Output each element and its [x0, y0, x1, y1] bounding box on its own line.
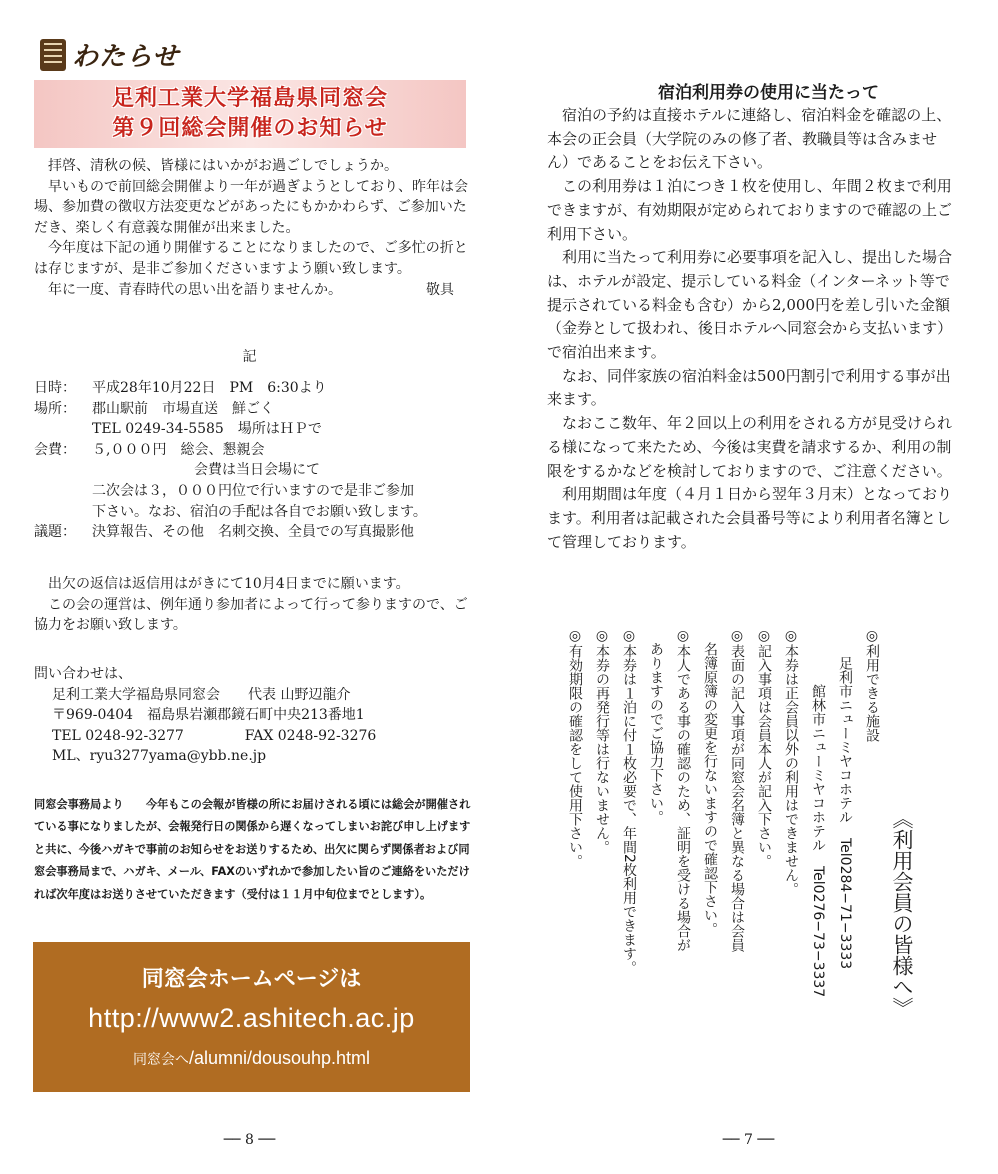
closing-word: 敬具	[426, 281, 454, 298]
greeting-paragraph: 今年度は下記の通り開催することになりましたので、ご多忙の折とは存じますが、是非ご参加くださいますよう願い致します。	[34, 240, 468, 277]
homepage-path	[33, 1048, 470, 1069]
notice-item: ◎本券の再発行等は行ないません。	[594, 628, 610, 854]
notice-item: ◎本人である事の確認のため、証明を受ける場合が	[675, 628, 691, 952]
page-number-right: ── 7 ──	[722, 1132, 775, 1148]
notice-item-cont: ありますのでご協力下さい。	[648, 642, 664, 824]
homepage-box	[33, 942, 470, 1092]
notice-item: ◎表面の記入事項が同窓会名簿と異なる場合は会員	[729, 628, 745, 952]
banner-line-2: 第９回総会開催のお知らせ	[112, 116, 388, 141]
date-value: 平成28年10月22日 PM 6:30より	[92, 380, 327, 396]
contact-tel: TEL 0248-92-3277	[52, 727, 184, 744]
agenda-label: 議題：	[34, 524, 76, 541]
secretariat-notice: 同窓会事務局より 今年もこの会報が皆様の所にお届けされる頃には総会が開催されている事になりましたが、会報発行日の関係から遅くなってしまいお詫び申し上げますと共に、今後ハガキで事前のお知らせをお送りするため、出欠に関らず関係者および同窓会事務局まで、ハガキ、メール、FAXのいずれかで参加したい旨のご連絡をいただければ次年度はお送りさせていただきます（受付は１１月中旬位までとします）。	[34, 798, 471, 901]
place-value: 郡山駅前 市場直送 鮮ごく	[92, 400, 274, 417]
voucher-body	[547, 104, 957, 554]
reply-paragraph: この会の運営は、例年通り参加者によって行って参りますので、ご協力をお願い致します。	[34, 596, 468, 634]
voucher-paragraph: 利用期間は年度（４月１日から翌年３月末）となっております。利用者は記載された会員番号等により利用者名簿として管理しております。	[547, 485, 953, 551]
agenda-value: 決算報告、その他 名刺交換、全員での写真撮影他	[92, 524, 414, 541]
homepage-path-value[interactable]: /alumni/dousouhp.html	[188, 1048, 371, 1068]
closing-text: 年に一度、青春時代の思い出を語りませんか。	[48, 281, 342, 298]
closing-line	[34, 280, 474, 301]
facility-item: 足利市ニューミヤコホテル Tel0284−71−3333	[837, 656, 853, 970]
contact-address: 〒969-0404 福島県岩瀬郡鏡石町中央213番地1	[52, 707, 365, 724]
newsletter-logo	[40, 36, 179, 73]
right-page	[499, 0, 998, 1174]
greeting-paragraph: 拝啓、清秋の候、皆様にはいかがお過ごしでしょうか。	[48, 158, 398, 174]
event-details	[34, 378, 484, 543]
voucher-title: 宿泊利用券の使用に当たって	[658, 83, 879, 103]
greeting-paragraph: 早いもので前回総会開催より一年が過ぎようとしており、昨年は会場、参加費の徴収方法変更などがあったにもかかわらず、ご参加いただき、楽しく有意義な開催が出来ました。	[34, 178, 468, 236]
contact-email: ML、ryu3277yama@ybb.ne.jp	[52, 748, 267, 765]
place-label: 場所：	[34, 400, 76, 417]
place-row	[34, 399, 484, 420]
fee-label: 会費：	[34, 441, 76, 458]
second-party-2: 下さい。なお、宿泊の手配は各自でお願い致します。	[92, 503, 427, 520]
place-tel: TEL 0249-34-5585 場所はＨＰで	[92, 421, 322, 438]
ki-mark: 記	[242, 349, 257, 365]
logo-text: わたらせ	[72, 42, 180, 72]
contact-phone-line	[34, 726, 474, 747]
homepage-title: 同窓会ホームページは	[141, 967, 362, 992]
notice-item: ◎記入事項は会員本人が記入下さい。	[756, 628, 772, 868]
agenda-row	[34, 522, 484, 543]
contact-fax: FAX 0248-92-3276	[244, 727, 377, 744]
facilities-heading: ◎利用できる施設	[864, 628, 880, 742]
voucher-paragraph: なおここ数年、年２回以上の利用をされる方が見受けられる様になって来たため、今後は実費を請求するか、利用の制限をするかなどを検討しておりますので、ご注意ください。	[547, 414, 953, 480]
date-label: 日時：	[34, 380, 76, 396]
greeting	[34, 156, 474, 300]
voucher-paragraph: この利用券は１泊につき１枚を使用し、年間２枚まで利用できますが、有効期限が定められておりますので確認の上ご利用下さい。	[547, 177, 953, 243]
fee-value: ５,０００円 総会、懇親会	[92, 441, 265, 458]
contact-section	[34, 664, 474, 767]
voucher-paragraph: 利用に当たって利用券に必要事項を記入し、提出した場合は、ホテルが設定、提示している料金（インターネット等で提示されている料金も含む）から2,000円を差し引いた金額（金券として扱われ、後日ホテルへ同窓会から支払います）で宿泊出来ます。	[547, 248, 953, 362]
second-party-1: 二次会は３，０００円位で行いますので是非ご参加	[92, 482, 414, 499]
notice-item: ◎本券は正会員以外の利用はできません。	[783, 628, 799, 896]
reply-paragraph: 出欠の返信は返信用はがきにて10月4日までに願います。	[48, 576, 410, 592]
date-row	[34, 378, 484, 399]
voucher-paragraph: なお、同伴家族の宿泊料金は500円割引で利用する事が出来ます。	[547, 366, 951, 409]
contact-org: 足利工業大学福島県同窓会 代表 山野辺龍介	[52, 686, 351, 703]
notice-item: ◎本券は１泊に付１枚必要で、年間2枚利用できます。	[621, 628, 637, 975]
notice-item-cont: 名簿原簿の変更を行ないますので確認下さい。	[702, 642, 718, 936]
voucher-paragraph: 宿泊の予約は直接ホテルに連絡し、宿泊料金を確認の上、本会の正会員（大学院のみの修了者、教職員等は含みません）であることをお伝え下さい。	[547, 106, 952, 172]
fee-note: 会費は当日会場にて	[194, 462, 320, 479]
facility-item: 館林市ニューミヤコホテル Tel0276−73−3337	[810, 684, 826, 998]
member-notice-vertical	[559, 628, 919, 1096]
homepage-path-label: 同窓会へ	[132, 1052, 189, 1068]
homepage-url[interactable]: http://www2.ashitech.ac.jp	[88, 1003, 415, 1033]
contact-heading: 問い合わせは、	[34, 666, 132, 682]
page-number-left: ── 8 ──	[223, 1132, 276, 1148]
seal-icon	[40, 39, 66, 71]
fee-row	[34, 440, 484, 461]
reply-section	[34, 574, 474, 636]
member-notice-title: 《利用会員の皆様へ》	[890, 808, 914, 1018]
title-banner	[34, 80, 466, 148]
notice-item: ◎有効期限の確認をして使用下さい。	[567, 628, 583, 868]
banner-line-1: 足利工業大学福島県同窓会	[111, 86, 388, 111]
